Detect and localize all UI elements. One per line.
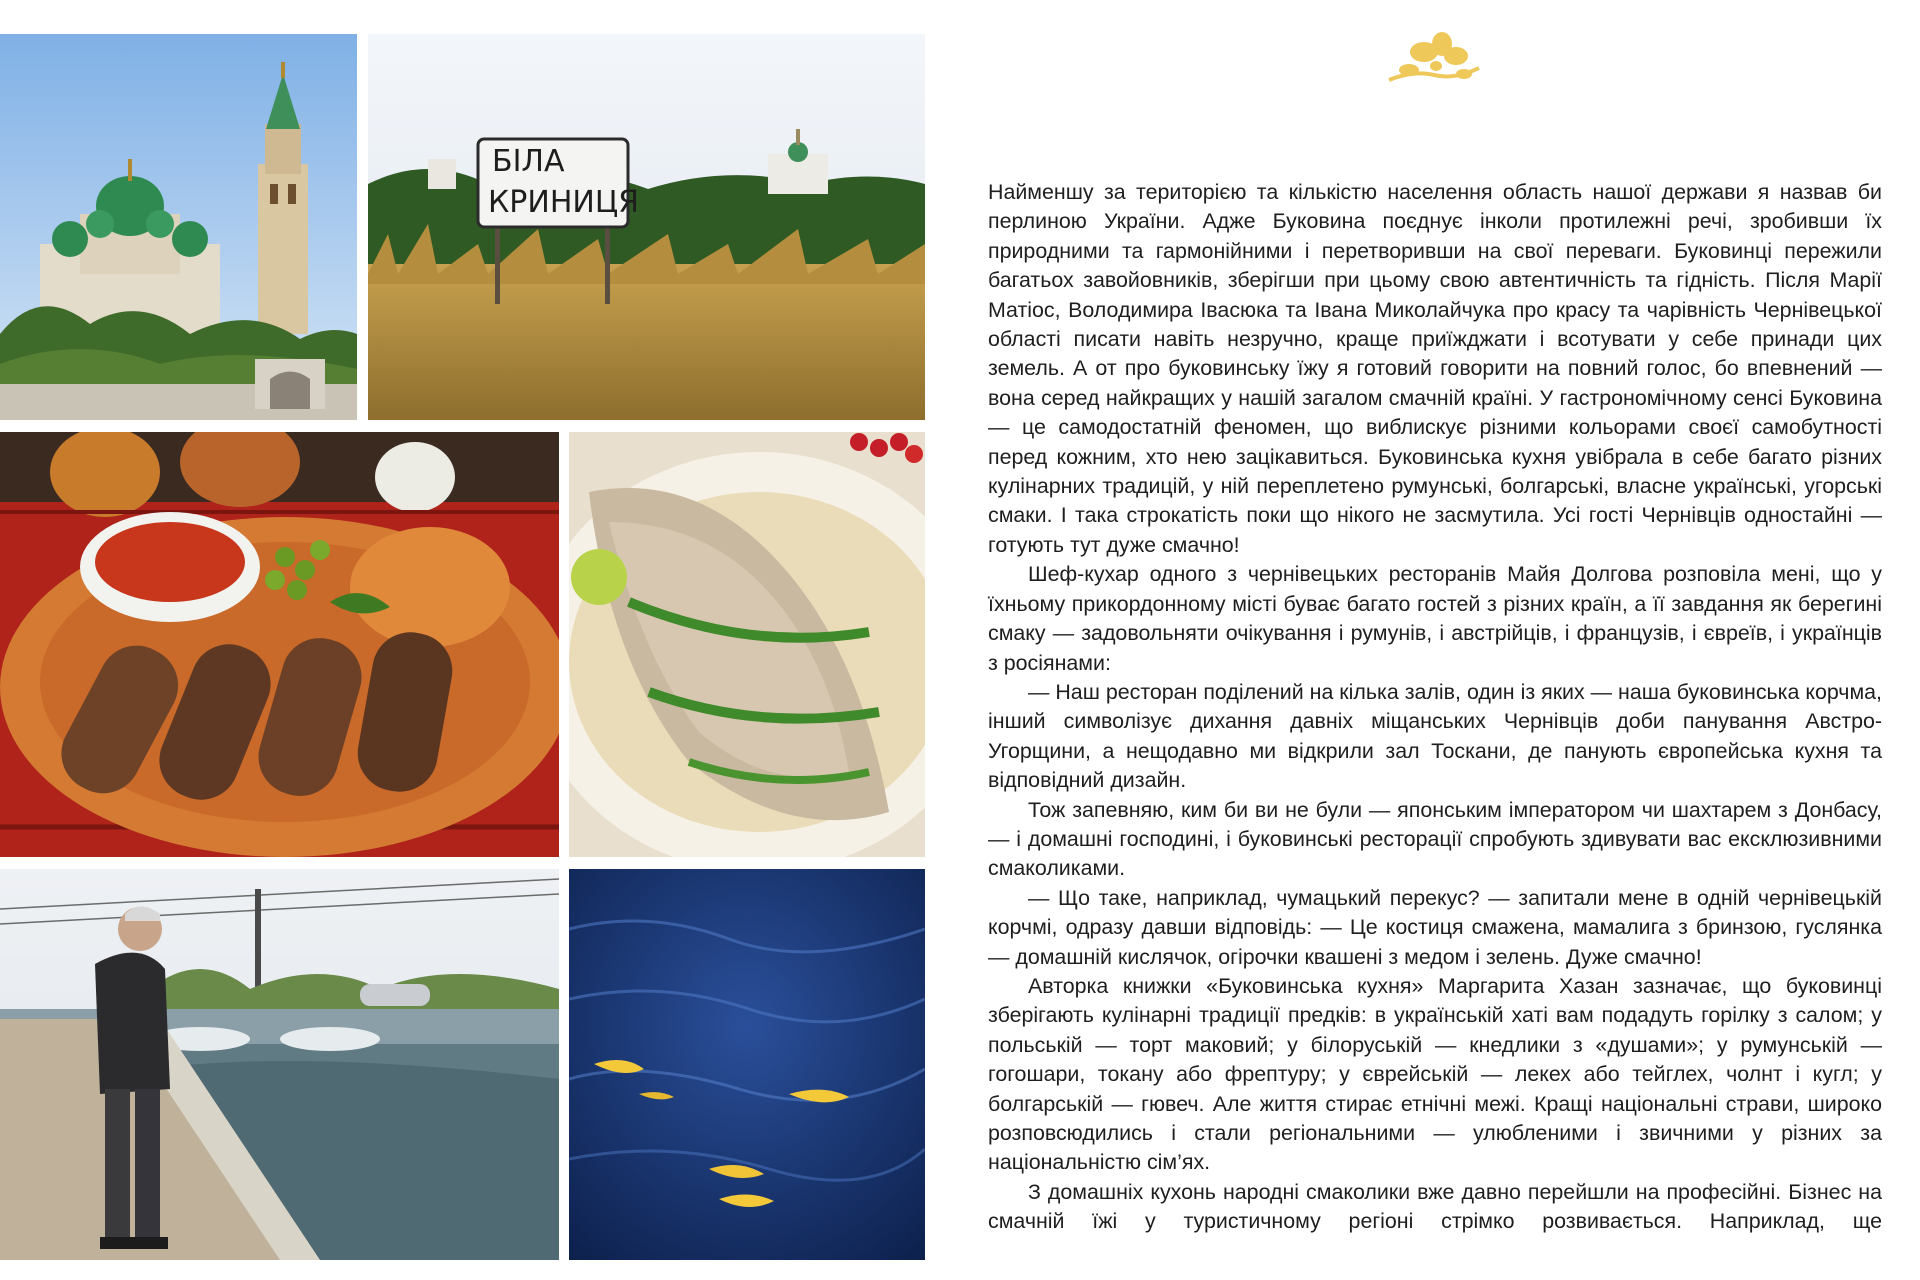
paragraph: Найменшу за територією та кількістю населення область нашої держави я назвав би перлиною України. Адже Буковина поєднує інколи протилежні речі, зробивши їх природними та гармонійними і перетворивши на свої переваги. Буковинці пережили багатьох завойовників, зберігши при цьому свою автентичність та гідність. Після Марії Матіос, Володимира Івасюка та Івана Миколайчука про красу та чарівність Чернівецької області писати навіть незручно, краще приїжджати і всотувати у себе принади цих земель. А от про буковинську їжу я готовий говорити на повний голос, бо впевнений — вона серед найкращих у нашій загалом смачній країні. У гастрономічному сенсі Буковина — це самодостатній феномен, що виблискує різними кольорами своєї самобутності перед кожним, хто нею зацікавиться. Буковинська кухня увібрала в себе багато різних кулінарних традицій, у ній переплетено румунські, болгарські, власне українські, угорські смаки. І така строкатість поки що нікого не засмутила. Усі гості Чернівців одностайні — готують тут дуже смачно! [988, 180, 1882, 557]
article-text [988, 178, 1882, 1237]
paragraph: — Наш ресторан поділений на кілька залів, один із яких — наша буковинська корчма, інший символізує дихання давніх міщанських Чернівців доби панування Австро-Угорщини, а нещодавно ми відкрили зал Тоскани, де панують європейська кухня та відповідний дизайн. [988, 679, 1882, 793]
paragraph: — Що таке, наприклад, чумацький перекус? — запитали мене в одній чернівецькій корчмі, одразу давши відповідь: — Це костиця смажена, мамалига з бринзою, гуслянка — домашній кислячок, огірочки квашені з медом і зелень. Дуже смачно! [988, 885, 1882, 969]
sign-line-1: БІЛА [492, 144, 565, 179]
photo-village-sign [368, 34, 925, 420]
photo-stuffed-fish-dish [569, 432, 925, 857]
photo-fish-farm [0, 869, 559, 1260]
paragraph: Авторка книжки «Буковинська кухня» Маргарита Хазан зазначає, що буковинці зберігають кулінарні традиції предків: в українській хаті вам подадуть горілку з салом; у польській — торт маковий; у білоруській — кнедлики з «душами»; у румунській — гогошари, токану або фрептуру; у єврейській — лекех або тейглех, чолнт і кугл; у болгарській — гювеч. Але життя стирає етнічні межі. Кращі національні страви, широко розповсюдились і стали регіональними — улюбленими і звичними у різних за національністю сім’ях. [988, 973, 1882, 1175]
paragraph: Тож запевняю, ким би ви не були — японським імператором чи шахтарем з Донбасу, — і домашні господині, і буковинські ресторації спробують здивувати вас ексклюзивними смаколиками. [988, 797, 1882, 881]
paragraph: З домашніх кухонь народні смаколики вже давно перейшли на професійні. Бізнес на смачній їжі у туристичному регіоні стрімко розвивається. Наприклад, ще [988, 1179, 1882, 1234]
paragraph: Шеф-кухар одного з чернівецьких ресторанів Майя Долгова розповіла мені, що у їхньому прикордонному місті буває багато гостей з різних країн, а її завдання як берегині смаку — задовольняти очікування і румунів, і австрійців, і французів, і євреїв, і українців з росіянами: [988, 562, 1882, 675]
floral-ornament-icon [1384, 30, 1484, 92]
photo-fish-fry-water [569, 869, 925, 1260]
photo-church [0, 34, 357, 420]
photo-grilled-meat-dish [0, 432, 559, 857]
sign-line-2: КРИНИЦЯ [488, 185, 639, 220]
